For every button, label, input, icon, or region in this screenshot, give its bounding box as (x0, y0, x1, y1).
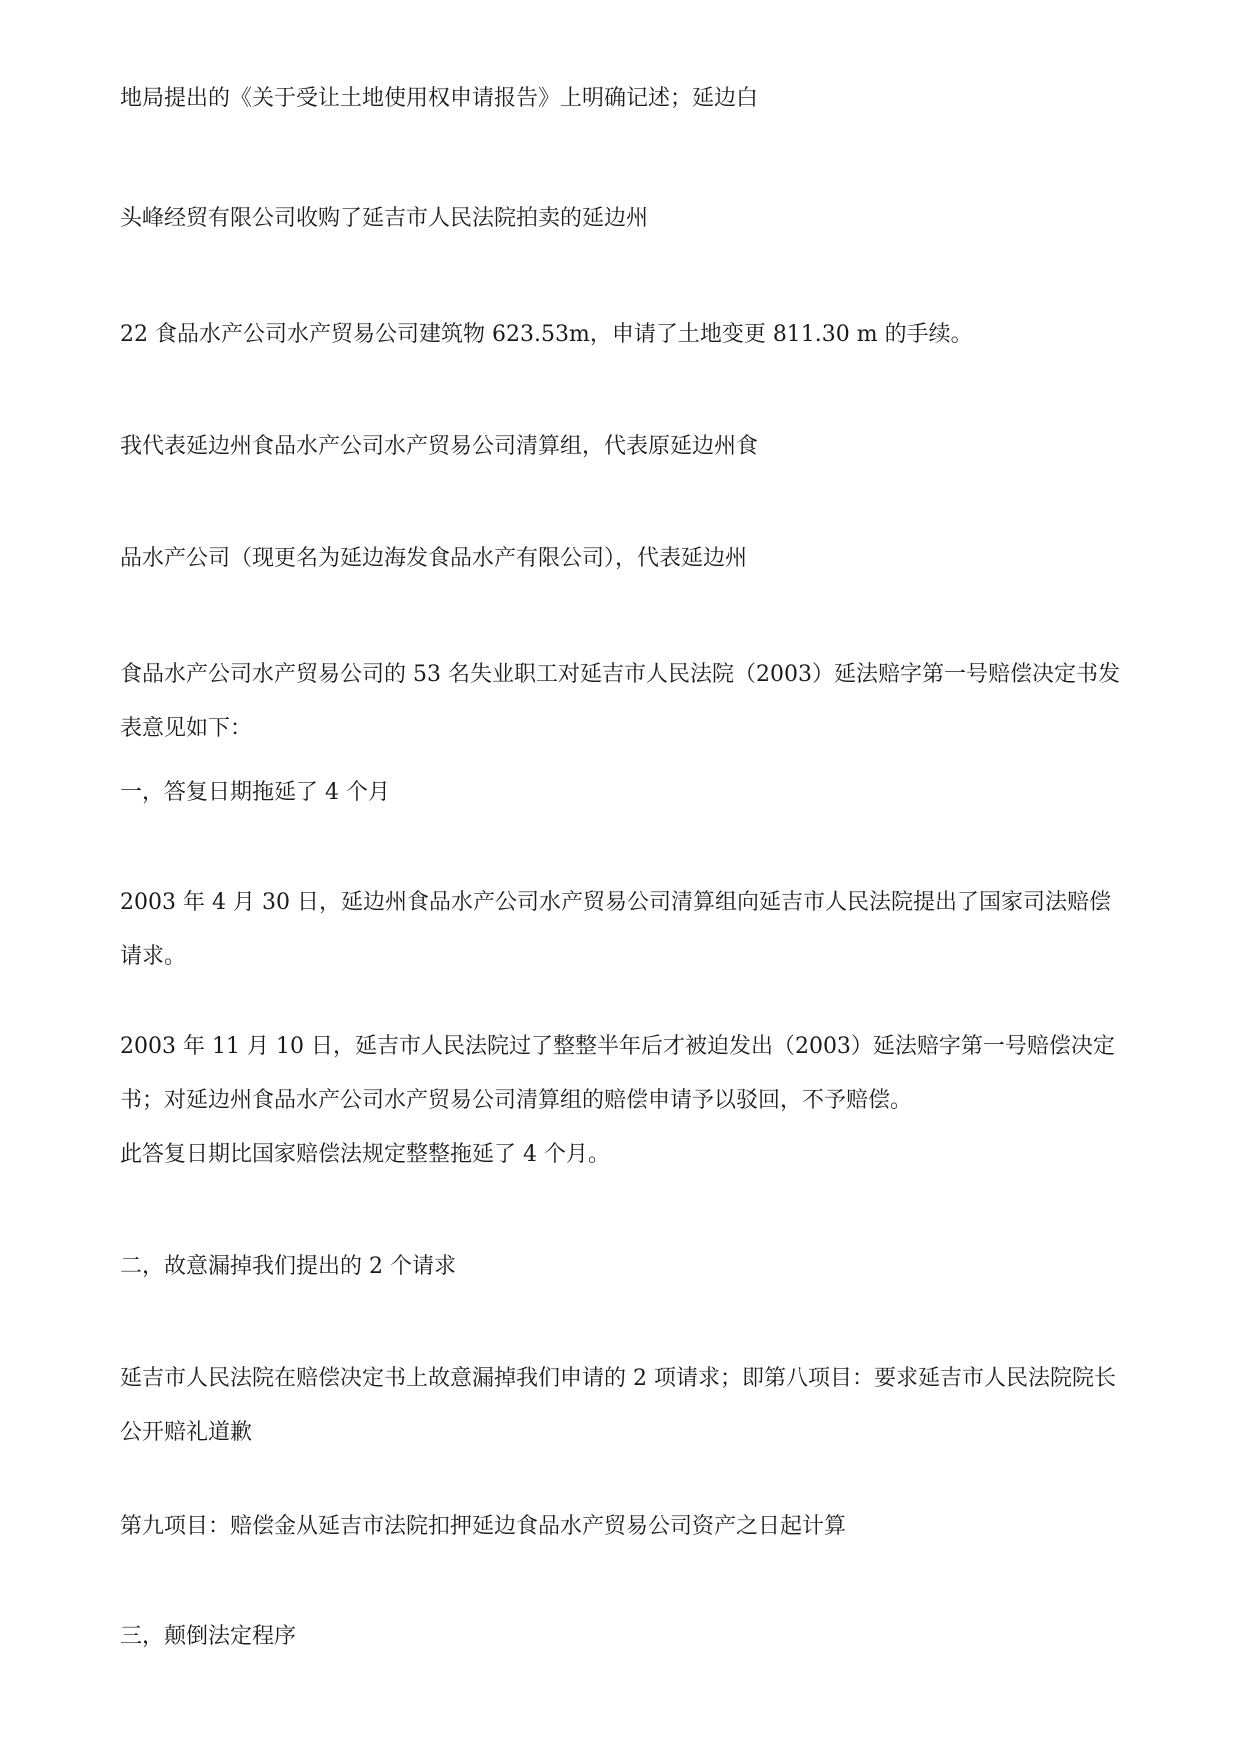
paragraph-9: 此答复日期比国家赔偿法规定整整拖延了 4 个月。 (120, 1142, 610, 1167)
section-heading-1: 一，答复日期拖延了 4 个月 (120, 780, 390, 805)
section-heading-3: 三，颠倒法定程序 (120, 1624, 297, 1649)
paragraph-11: 第九项目：赔偿金从延吉市法院扣押延边食品水产贸易公司资产之日起计算 (120, 1514, 847, 1539)
paragraph-10: 延吉市人民法院在赔偿决定书上故意漏掉我们申请的 2 项请求；即第八项目：要求延吉市人民法院院长公开赔礼道歉 (120, 1366, 1116, 1445)
paragraph-8: 2003 年 11 月 10 日，延吉市人民法院过了整整半年后才被迫发出（2003）延法赔字第一号赔偿决定书；对延边州食品水产公司水产贸易公司清算组的赔偿申请予以驳回，不予赔偿。 (120, 1034, 1115, 1113)
paragraph-2: 头峰经贸有限公司收购了延吉市人民法院拍卖的延边州 (120, 206, 649, 231)
paragraph-1: 地局提出的《关于受让土地使用权申请报告》上明确记述；延边白 (120, 86, 759, 111)
section-heading-2: 二，故意漏掉我们提出的 2 个请求 (120, 1254, 456, 1279)
paragraph-7: 2003 年 4 月 30 日，延边州食品水产公司水产贸易公司清算组向延吉市人民法院提出了国家司法赔偿请求。 (120, 890, 1111, 969)
paragraph-6: 食品水产公司水产贸易公司的 53 名失业职工对延吉市人民法院（2003）延法赔字第一号赔偿决定书发表意见如下： (120, 662, 1120, 741)
paragraph-4: 我代表延边州食品水产公司水产贸易公司清算组，代表原延边州食 (120, 434, 759, 459)
paragraph-3: 22 食品水产公司水产贸易公司建筑物 623.53m，申请了土地变更 811.30 m 的手续。 (120, 322, 973, 347)
paragraph-5: 品水产公司（现更名为延边海发食品水产有限公司），代表延边州 (120, 546, 748, 571)
